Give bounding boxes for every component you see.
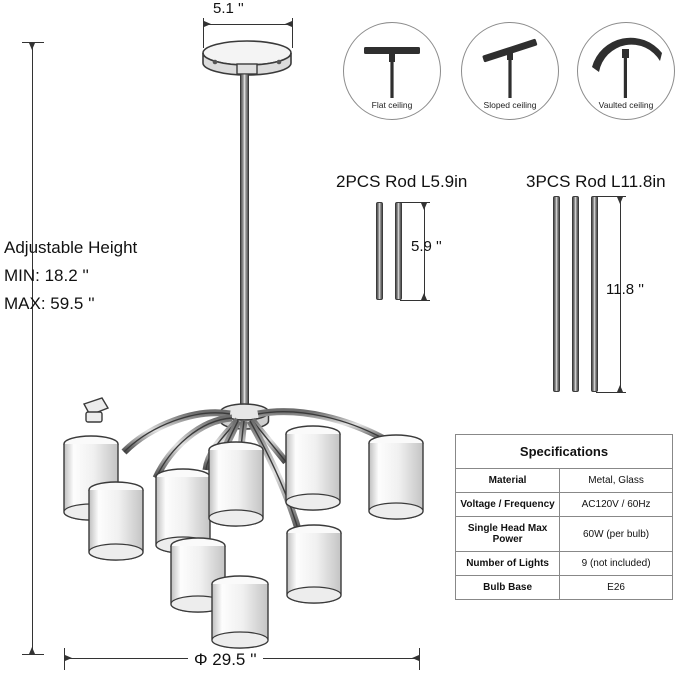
- long-rod-tick-bottom: [596, 392, 626, 393]
- spec-value-power: 60W (per bulb): [560, 517, 673, 552]
- diameter-arrow-right: [412, 655, 419, 661]
- max-height-label: MAX: 59.5 '': [4, 294, 95, 313]
- table-row: [456, 493, 673, 517]
- specifications-title: Specifications: [456, 435, 673, 469]
- specifications-table: [455, 434, 673, 600]
- long-rod-length-label: 11.8 '': [606, 281, 644, 298]
- short-rod-title: 2PCS Rod L5.9in: [336, 172, 468, 191]
- canopy-width-label: 5.1 '': [213, 0, 244, 17]
- shade: [286, 426, 340, 510]
- long-rod-3: [591, 196, 598, 392]
- short-rod-length-label: 5.9 '': [411, 238, 442, 255]
- min-height-label: MIN: 18.2 '': [4, 266, 89, 285]
- shade: [212, 576, 268, 648]
- diameter-tick-right: [419, 648, 420, 670]
- flat-ceiling-label: Flat ceiling: [371, 100, 413, 110]
- sloped-ceiling-label: Sloped ceiling: [483, 100, 537, 110]
- long-rod-arrow-top: [617, 197, 623, 204]
- table-header-row: [456, 435, 673, 469]
- spec-key-power: Single Head Max Power: [456, 517, 560, 552]
- spec-value-material: Metal, Glass: [560, 469, 673, 493]
- adjustable-height-title: Adjustable Height: [4, 238, 138, 257]
- spec-value-voltage: AC120V / 60Hz: [560, 493, 673, 517]
- shade: [287, 525, 341, 603]
- table-row: [456, 552, 673, 576]
- vaulted-ceiling-card: [577, 22, 675, 120]
- long-rod-1: [553, 196, 560, 392]
- spec-value-lights: 9 (not included): [560, 552, 673, 576]
- shade: [89, 482, 143, 560]
- sloped-ceiling-card: [461, 22, 559, 120]
- spec-value-bulb-base: E26: [560, 576, 673, 600]
- spec-key-voltage: Voltage / Frequency: [456, 493, 560, 517]
- table-row: [456, 469, 673, 493]
- shade: [209, 442, 263, 526]
- long-rod-2: [572, 196, 579, 392]
- spec-key-bulb-base: Bulb Base: [456, 576, 560, 600]
- diameter-label: Φ 29.5 '': [188, 650, 263, 670]
- spec-key-material: Material: [456, 469, 560, 493]
- table-row: [456, 517, 673, 552]
- long-rod-arrow-bottom: [617, 385, 623, 392]
- table-row: [456, 576, 673, 600]
- diameter-arrow-left: [65, 655, 72, 661]
- vaulted-ceiling-label: Vaulted ceiling: [598, 100, 654, 110]
- shade: [369, 435, 423, 519]
- spec-key-lights: Number of Lights: [456, 552, 560, 576]
- long-rod-title: 3PCS Rod L11.8in: [526, 172, 666, 191]
